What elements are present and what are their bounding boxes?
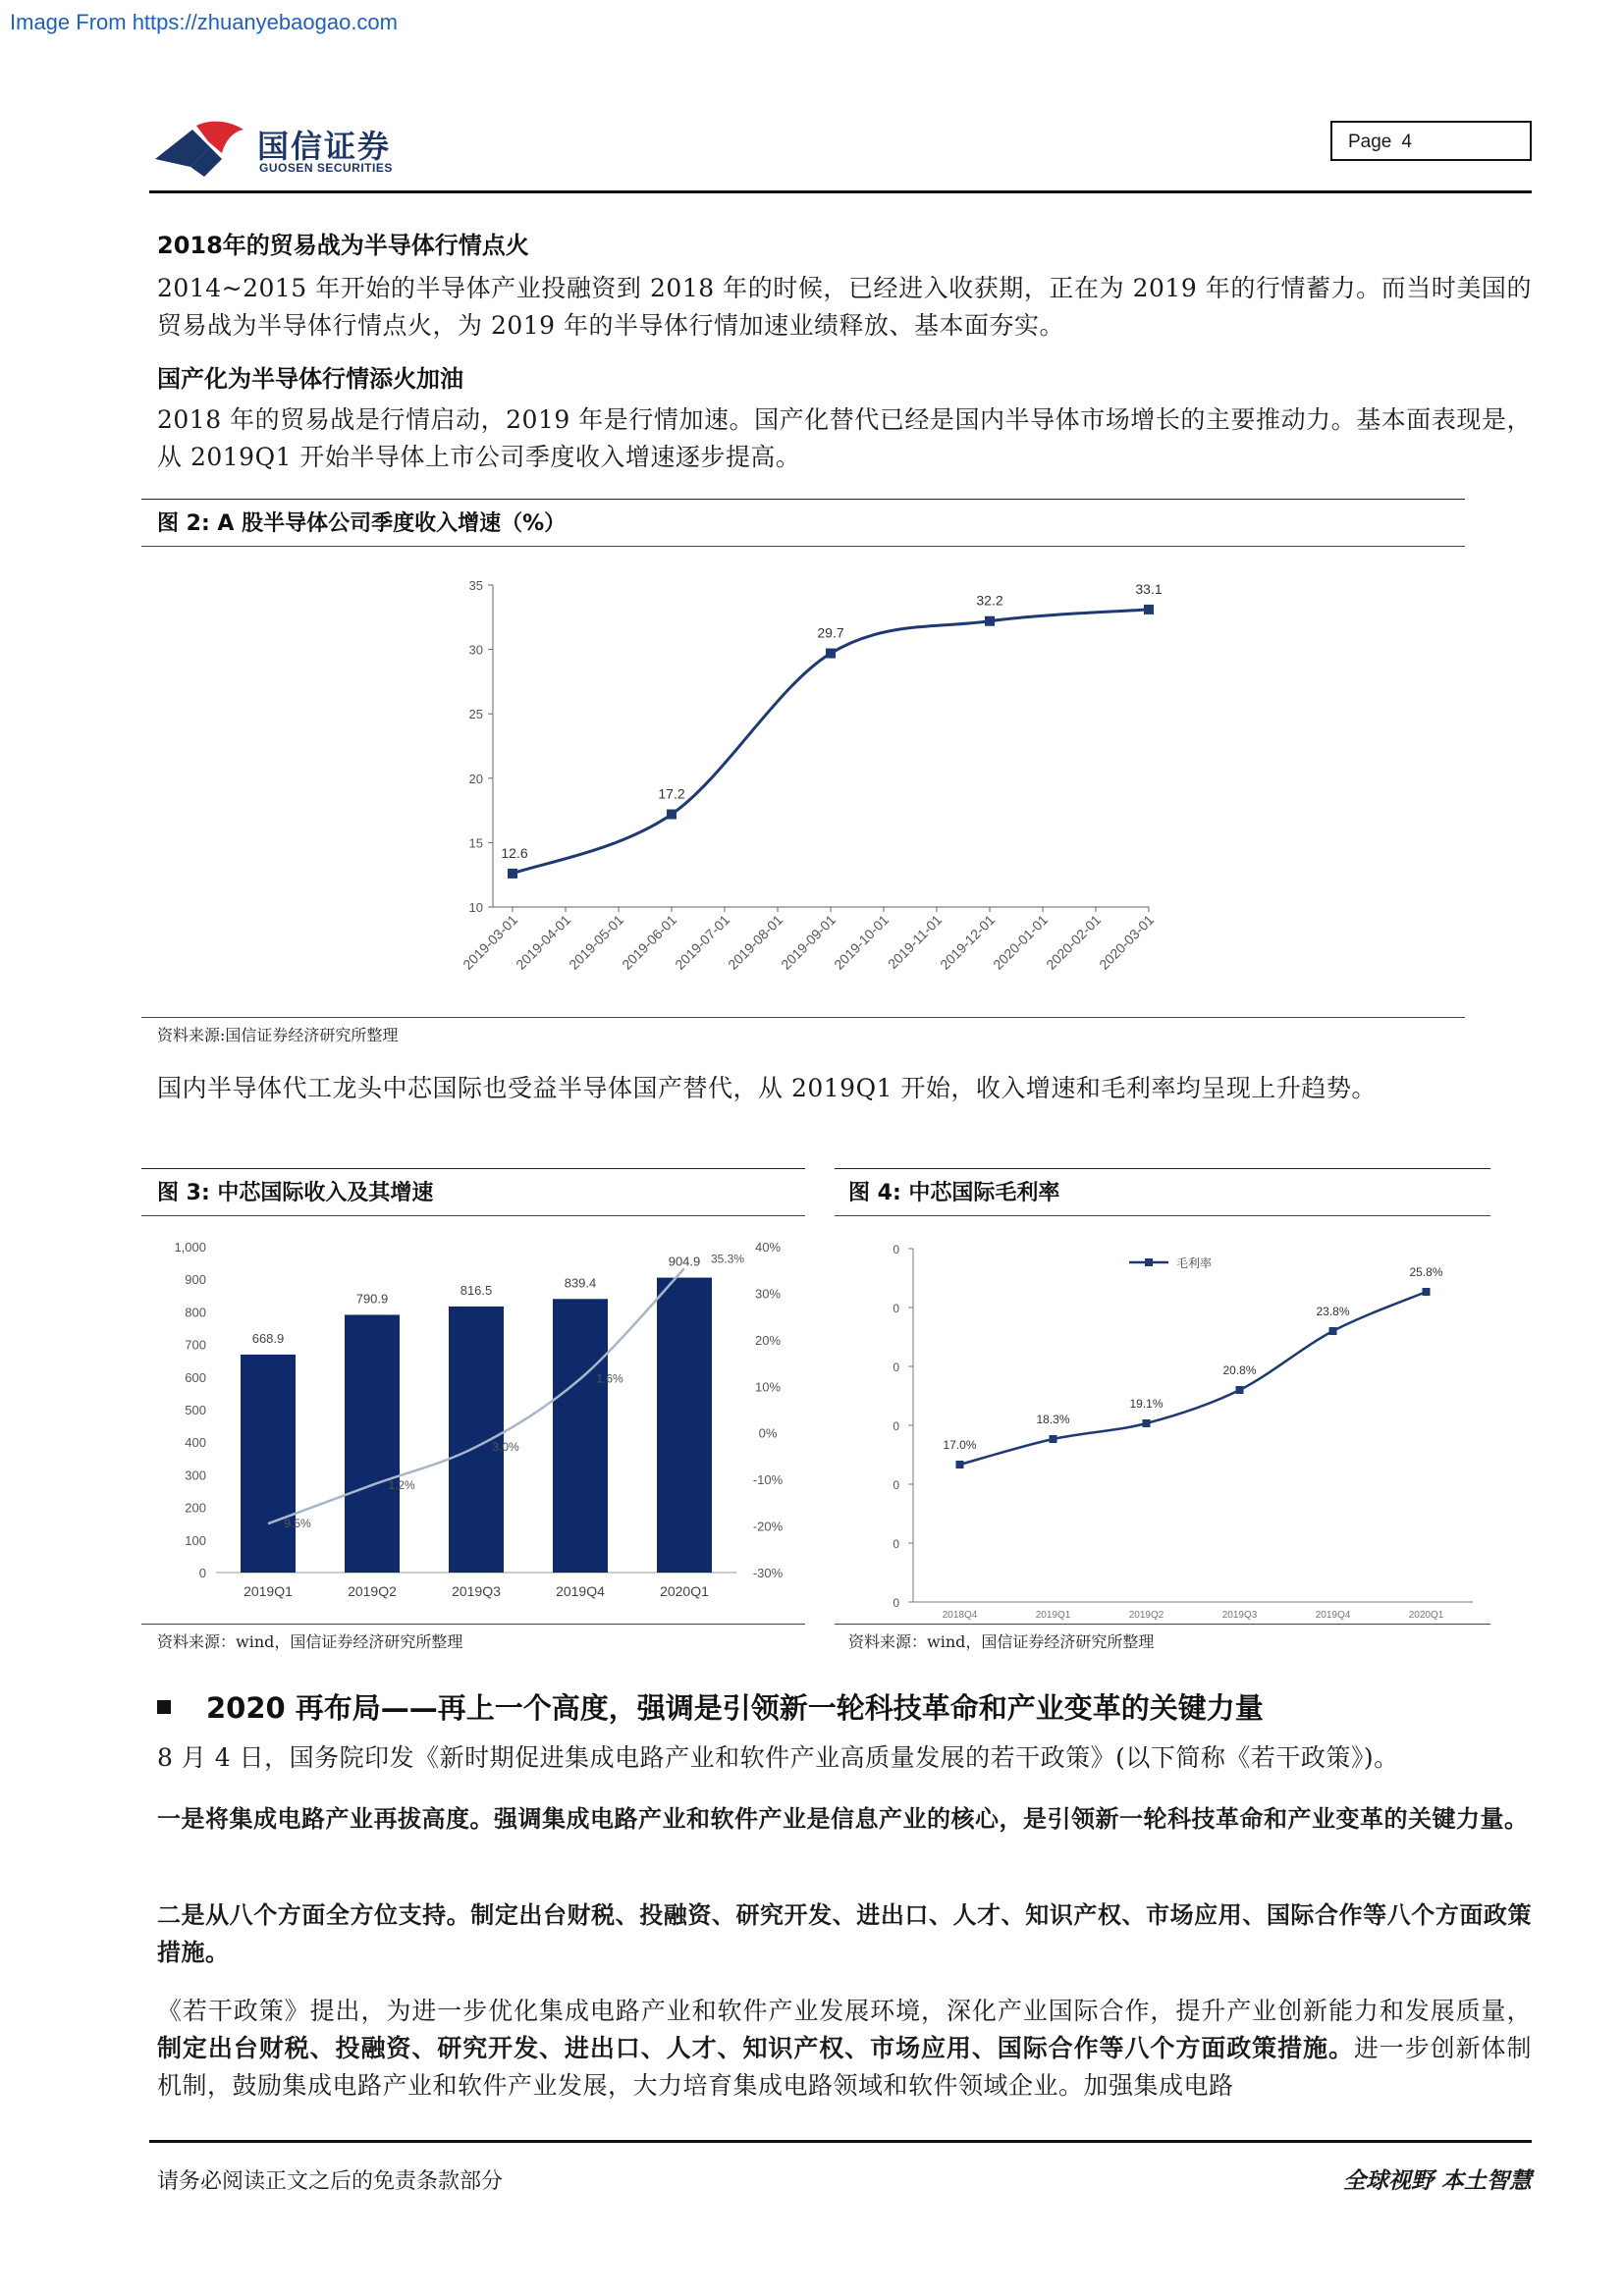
fig4-line-chart <box>844 1227 1490 1620</box>
fig3-x-tick-label: 2019Q4 <box>556 1583 605 1599</box>
fig3-y-left-tick-label: 900 <box>185 1272 206 1288</box>
fig3-bar-chart <box>157 1227 805 1620</box>
section-bullet-icon <box>157 1700 171 1714</box>
fig4-series-line <box>960 1292 1427 1465</box>
fig3-y-left-tick-label: 400 <box>185 1435 206 1451</box>
fig2-x-tick-label: 2019-09-01 <box>778 911 839 973</box>
guosen-logo-icon <box>153 116 251 179</box>
section-title-trade-war: 2018年的贸易战为半导体行情点火 <box>157 232 529 259</box>
fig2-x-tick-label: 2019-10-01 <box>831 911 893 973</box>
fig3-x-tick-label: 2020Q1 <box>660 1583 709 1599</box>
fig4-y-tick-label: 0 <box>893 1361 899 1374</box>
fig4-x-tick-label: 2018Q4 <box>942 1610 978 1620</box>
fig4-data-point <box>1143 1419 1151 1427</box>
page-number: 4 <box>1401 132 1412 152</box>
fig3-revenue-label: 839.4 <box>564 1275 597 1291</box>
section-heading-2020 <box>157 1686 1264 1727</box>
fig4-y-tick-label: 0 <box>893 1537 899 1551</box>
fig3-y-right-tick-label: 40% <box>754 1240 782 1255</box>
fig3-y-left-tick-label: 500 <box>185 1403 206 1417</box>
fig4-legend-label: 毛利率 <box>1176 1256 1213 1270</box>
paragraph-policy-point-1: 一是将集成电路产业再拔高度。强调集成电路产业和软件产业是信息产业的核心，是引领新一轮科技革命和产业变革的关键力量。 <box>157 1805 1529 1833</box>
fig2-data-label: 12.6 <box>501 844 528 861</box>
fig2-y-tick-label: 10 <box>468 900 483 915</box>
policy-detail-a: 《若干政策》提出，为进一步优化集成电路产业和软件产业发展环境，深化产业国际合作，提升产业创新能力和发展质量， <box>157 1997 1532 2025</box>
fig2-data-label: 32.2 <box>976 592 1003 609</box>
fig2-data-point <box>508 869 517 879</box>
fig2-line-chart <box>432 560 1178 1011</box>
page-label: Page <box>1348 132 1392 152</box>
fig4-y-tick-label: 0 <box>893 1478 899 1492</box>
fig3-revenue-label: 790.9 <box>355 1291 389 1307</box>
fig3-y-right-tick-label: -10% <box>752 1472 784 1488</box>
fig4-x-tick-label: 2019Q3 <box>1221 1610 1258 1620</box>
fig3-y-right-tick-label: -30% <box>752 1566 784 1580</box>
fig3-y-left-tick-label: 0 <box>198 1566 206 1580</box>
fig3-growth-label: 3.0% <box>492 1439 519 1454</box>
section-heading-2020-text: 2020 再布局——再上一个高度，强调是引领新一轮科技革命和产业变革的关键力量 <box>206 1691 1264 1725</box>
fig2-title: 图 2: A 股半导体公司季度收入增速（%） <box>157 511 567 536</box>
fig4-y-tick-label: 0 <box>893 1596 899 1610</box>
fig2-x-tick-label: 2019-05-01 <box>566 911 627 973</box>
fig3-y-left-tick-label: 1,000 <box>174 1240 206 1255</box>
fig2-y-tick-label: 25 <box>468 707 483 722</box>
fig3-revenue-bar <box>657 1278 712 1573</box>
fig4-data-point <box>1236 1386 1244 1394</box>
fig2-x-tick-label: 2019-03-01 <box>460 911 521 973</box>
fig2-data-label: 17.2 <box>658 785 685 802</box>
fig2-data-point <box>1144 605 1154 614</box>
fig4-y-tick-label: 0 <box>893 1419 899 1433</box>
fig2-data-label: 29.7 <box>817 624 844 641</box>
paragraph-trade-war: 2014~2015 年开始的半导体产业投融资到 2018 年的时候，已经进入收获期，正在为 2019 年的行情蓄力。而当时美国的贸易战为半导体行情点火，为 2019 年的半导体行情加速业绩释放、基本面夯实。 <box>157 274 1532 340</box>
fig4-source: 资料来源：wind，国信证券经济研究所整理 <box>848 1632 1155 1651</box>
fig3-y-left-tick-label: 300 <box>185 1468 206 1483</box>
paragraph-policy-detail <box>157 1993 1532 2105</box>
fig3-y-right-tick-label: 20% <box>754 1332 782 1348</box>
fig2-x-tick-label: 2019-12-01 <box>937 911 999 973</box>
fig3-source: 资料来源：wind，国信证券经济研究所整理 <box>157 1632 463 1651</box>
fig3-title-rule <box>141 1215 805 1216</box>
fig2-bottom-rule <box>141 1017 1465 1018</box>
logo-chinese-name: 国信证券 <box>257 128 392 165</box>
logo-english-name: GUOSEN SECURITIES <box>259 161 393 175</box>
paragraph-policy-intro: 8 月 4 日，国务院印发《新时期促进集成电路产业和软件产业高质量发展的若干政策》(以下简称《若干政策》)。 <box>157 1743 1399 1772</box>
fig3-growth-label: 9.5% <box>284 1517 311 1531</box>
fig3-revenue-label: 668.9 <box>251 1330 285 1346</box>
footer-disclaimer: 请务必阅读正文之后的免责条款部分 <box>157 2169 504 2194</box>
fig3-y-left-tick-label: 200 <box>185 1500 206 1516</box>
fig3-y-right-tick-label: -20% <box>752 1519 784 1534</box>
fig3-y-right-tick-label: 0% <box>758 1425 778 1441</box>
fig2-data-point <box>826 649 836 659</box>
paragraph-policy-point-2: 二是从八个方面全方位支持。制定出台财税、投融资、研究开发、进出口、人才、知识产权、市场应用、国际合作等八个方面政策措施。 <box>157 1901 1532 1966</box>
fig2-x-tick-label: 2019-11-01 <box>884 911 946 973</box>
fig3-x-tick-label: 2019Q2 <box>348 1583 397 1599</box>
policy-detail-b: 制定出台财税、投融资、研究开发、进出口、人才、知识产权、市场应用、国际合作等八个方面政策措施。 <box>157 2034 1354 2062</box>
fig2-data-label: 33.1 <box>1135 580 1163 597</box>
fig2-y-tick-label: 20 <box>468 771 483 786</box>
fig4-data-label: 17.0% <box>943 1438 977 1452</box>
fig2-title-rule <box>141 546 1465 547</box>
fig4-top-rule <box>835 1168 1490 1169</box>
fig4-y-tick-label: 0 <box>893 1302 899 1315</box>
fig4-data-label: 23.8% <box>1316 1305 1350 1318</box>
fig4-data-label: 20.8% <box>1222 1363 1257 1377</box>
fig4-data-point <box>1329 1327 1337 1335</box>
fig3-x-tick-label: 2019Q1 <box>244 1583 293 1599</box>
fig3-growth-label: 35.3% <box>710 1252 745 1266</box>
source-watermark: Image From https://zhuanyebaogao.com <box>10 10 398 34</box>
fig4-x-tick-label: 2019Q4 <box>1315 1610 1351 1620</box>
fig4-x-tick-label: 2020Q1 <box>1408 1610 1444 1620</box>
fig2-x-tick-label: 2019-07-01 <box>672 911 733 973</box>
fig4-data-label: 18.3% <box>1036 1413 1070 1426</box>
fig3-title: 图 3: 中芯国际收入及其增速 <box>157 1181 434 1205</box>
fig4-title: 图 4: 中芯国际毛利率 <box>848 1181 1060 1205</box>
policy-detail-c: 进一步创新体制机制，鼓励集成电路产业和软件产业发展，大力培育集成电路领域和软件领域企业。加强集成电路 <box>157 2034 1532 2100</box>
fig3-y-left-tick-label: 700 <box>185 1337 206 1353</box>
fig4-data-point <box>1423 1288 1431 1296</box>
paragraph-localization: 2018 年的贸易战是行情启动，2019 年是行情加速。国产化替代已经是国内半导体市场增长的主要推动力。基本面表现是，从 2019Q1 开始半导体上市公司季度收入增速逐步提高。 <box>157 405 1532 471</box>
section-title-localization: 国产化为半导体行情添火加油 <box>157 365 463 393</box>
fig4-data-label: 25.8% <box>1409 1265 1443 1279</box>
fig3-y-right-tick-label: 10% <box>754 1379 782 1395</box>
fig3-growth-label: 1.6% <box>596 1371 623 1386</box>
fig2-data-point <box>985 616 995 626</box>
fig2-x-tick-label: 2019-04-01 <box>513 911 574 973</box>
fig3-y-right-tick-label: 30% <box>754 1286 782 1302</box>
footer-slogan: 全球视野 本土智慧 <box>1342 2168 1532 2194</box>
fig2-y-tick-label: 30 <box>468 642 483 658</box>
fig2-x-tick-label: 2020-02-01 <box>1043 911 1105 973</box>
fig4-data-label: 19.1% <box>1129 1397 1164 1411</box>
fig3-y-left-tick-label: 600 <box>185 1369 206 1385</box>
fig2-x-tick-label: 2020-03-01 <box>1096 911 1158 973</box>
fig3-revenue-bar <box>553 1299 608 1573</box>
fig4-bottom-rule <box>835 1624 1490 1625</box>
fig2-top-rule <box>141 499 1465 500</box>
fig2-x-tick-label: 2019-06-01 <box>619 911 680 973</box>
fig3-revenue-bar <box>345 1314 400 1573</box>
fig2-y-tick-label: 35 <box>468 578 483 593</box>
fig2-data-point <box>667 810 677 820</box>
fig3-x-tick-label: 2019Q3 <box>452 1583 501 1599</box>
fig4-title-rule <box>835 1215 1490 1216</box>
page-indicator <box>1330 121 1532 161</box>
fig3-bottom-rule <box>141 1624 805 1625</box>
footer-rule <box>149 2140 1532 2143</box>
fig4-y-tick-label: 0 <box>893 1243 899 1256</box>
fig4-legend-marker <box>1145 1258 1153 1266</box>
fig3-revenue-label: 816.5 <box>460 1282 493 1298</box>
fig2-source: 资料来源:国信证券经济研究所整理 <box>157 1026 399 1044</box>
fig4-x-tick-label: 2019Q1 <box>1035 1610 1071 1620</box>
fig2-x-tick-label: 2019-08-01 <box>725 911 786 973</box>
fig3-y-left-tick-label: 100 <box>185 1532 206 1548</box>
fig3-top-rule <box>141 1168 805 1169</box>
fig3-y-left-tick-label: 800 <box>185 1305 206 1320</box>
paragraph-smic: 国内半导体代工龙头中芯国际也受益半导体国产替代，从 2019Q1 开始，收入增速和毛利率均呈现上升趋势。 <box>157 1074 1377 1102</box>
fig4-data-point <box>956 1461 964 1468</box>
fig3-revenue-bar <box>241 1355 296 1573</box>
fig2-x-tick-label: 2020-01-01 <box>990 911 1052 973</box>
header-rule <box>149 190 1532 193</box>
fig2-y-tick-label: 15 <box>468 835 483 851</box>
fig3-revenue-label: 904.9 <box>668 1254 701 1269</box>
fig4-x-tick-label: 2019Q2 <box>1128 1610 1164 1620</box>
fig4-data-point <box>1050 1435 1057 1443</box>
fig3-growth-label: 1.2% <box>388 1477 415 1492</box>
